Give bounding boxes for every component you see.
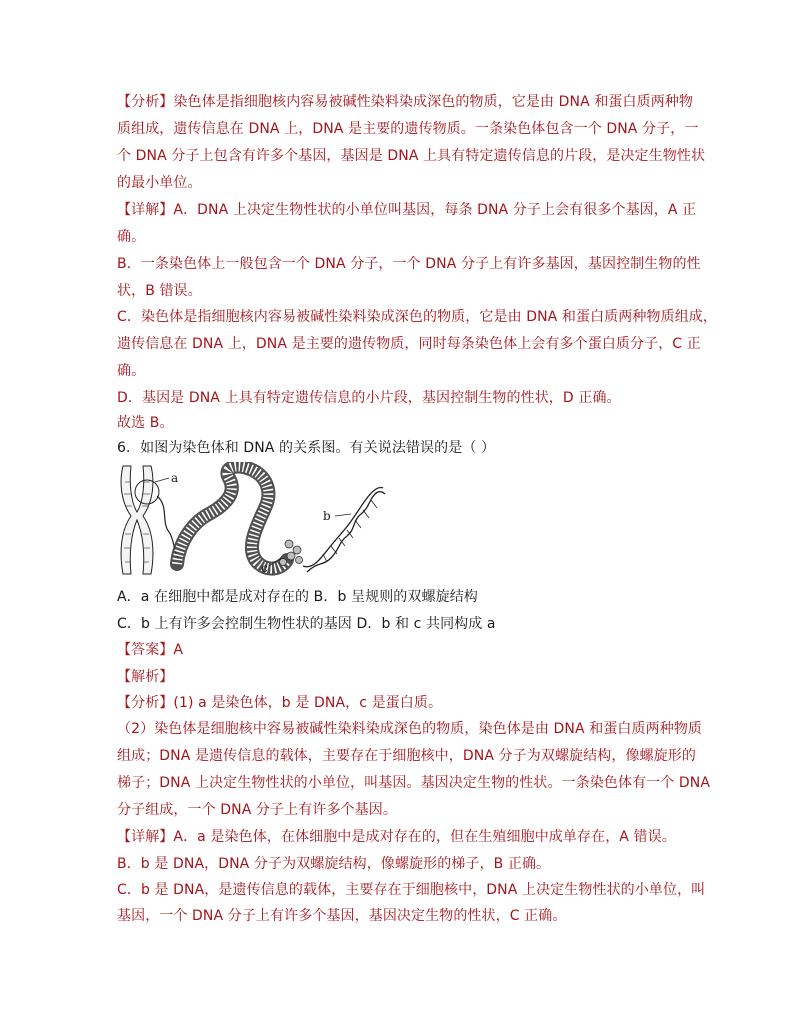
conclusion-line: 故选 B。	[117, 415, 174, 431]
dna-helix-drawing	[303, 487, 385, 572]
detail-line: 遗传信息在 DNA 上，DNA 是主要的遗传物质，同时每条染色体上会有多个蛋白质分子，C 正	[117, 336, 701, 352]
analysis-heading: 【解析】	[117, 669, 174, 685]
q6-detail-line: 【详解】A．a 是染色体，在体细胞中是成对存在的，但在生殖细胞中成单存在，A 错误。	[117, 829, 676, 845]
q6-analysis-line: 梯子；DNA 上决定生物性状的小单位，叫基因。基因决定生物的性状。一条染色体有一个 DNA	[117, 775, 711, 791]
q6-analysis-line: 组成；DNA 是遗传信息的载体，主要存在于细胞核中，DNA 分子为双螺旋结构，像螺旋形的	[117, 748, 696, 764]
q6-analysis-line: （2）染色体是细胞核中容易被碱性染料染成深色的物质，染色体是由 DNA 和蛋白质两种物质	[117, 721, 703, 737]
question-stem: 6．如图为染色体和 DNA 的关系图。有关说法错误的是（ ）	[117, 440, 496, 456]
q6-detail-line: C．b 是 DNA，是遗传信息的载体，主要存在于细胞核中，DNA 上决定生物性状的小单位，叫	[117, 882, 706, 898]
q6-analysis-line: 【分析】(1) a 是染色体，b 是 DNA，c 是蛋白质。	[117, 695, 443, 711]
answer-label: 【答案】A	[117, 642, 184, 658]
detail-line: 确。	[117, 363, 146, 379]
analysis-line: 的最小单位。	[117, 175, 202, 191]
detail-line: 状，B 错误。	[117, 283, 202, 299]
detail-line: C．染色体是指细胞核内容易被碱性染料染成深色的物质，它是由 DNA 和蛋白质两种物质组成，	[117, 309, 718, 325]
q6-detail-line: 基因，一个 DNA 分子上有许多个基因，基因决定生物的性状，C 正确。	[117, 908, 567, 924]
q6-detail-line: B．b 是 DNA，DNA 分子为双螺旋结构，像螺旋形的梯子，B 正确。	[117, 856, 551, 872]
analysis-line: 【分析】染色体是指细胞核内容易被碱性染料染成深色的物质，它是由 DNA 和蛋白质两种物	[117, 94, 694, 110]
options-line: C．b 上有许多会控制生物性状的基因 D．b 和 c 共同构成 a	[117, 616, 496, 632]
options-line: A．a 在细胞中都是成对存在的 B．b 呈规则的双螺旋结构	[117, 589, 478, 605]
detail-line: 【详解】A．DNA 上决定生物性状的小单位叫基因，每条 DNA 分子上会有很多个基因，A 正	[117, 202, 697, 218]
detail-line: B．一条染色体上一般包含一个 DNA 分子，一个 DNA 分子上有许多基因，基因控制生物的性	[117, 256, 701, 272]
chromosome-drawing	[121, 466, 153, 574]
detail-line: D．基因是 DNA 上具有特定遗传信息的小片段，基因控制生物的性状，D 正确。	[117, 390, 621, 406]
analysis-line: 个 DNA 分子上包含有许多个基因，基因是 DNA 上具有特定遗传信息的片段，是决定生物性状	[117, 148, 706, 164]
q6-analysis-line: 分子组成，一个 DNA 分子上有许多个基因。	[117, 802, 397, 818]
figure-label-b: b	[323, 509, 331, 523]
detail-line: 确。	[117, 229, 146, 245]
figure-label-c: c	[261, 561, 268, 575]
analysis-line: 质组成，遗传信息在 DNA 上，DNA 是主要的遗传物质。一条染色体包含一个 DNA 分子，一	[117, 121, 699, 137]
figure-label-a: a	[171, 471, 179, 485]
chromatin-coil-drawing	[177, 466, 287, 568]
chromosome-dna-figure	[117, 462, 387, 582]
